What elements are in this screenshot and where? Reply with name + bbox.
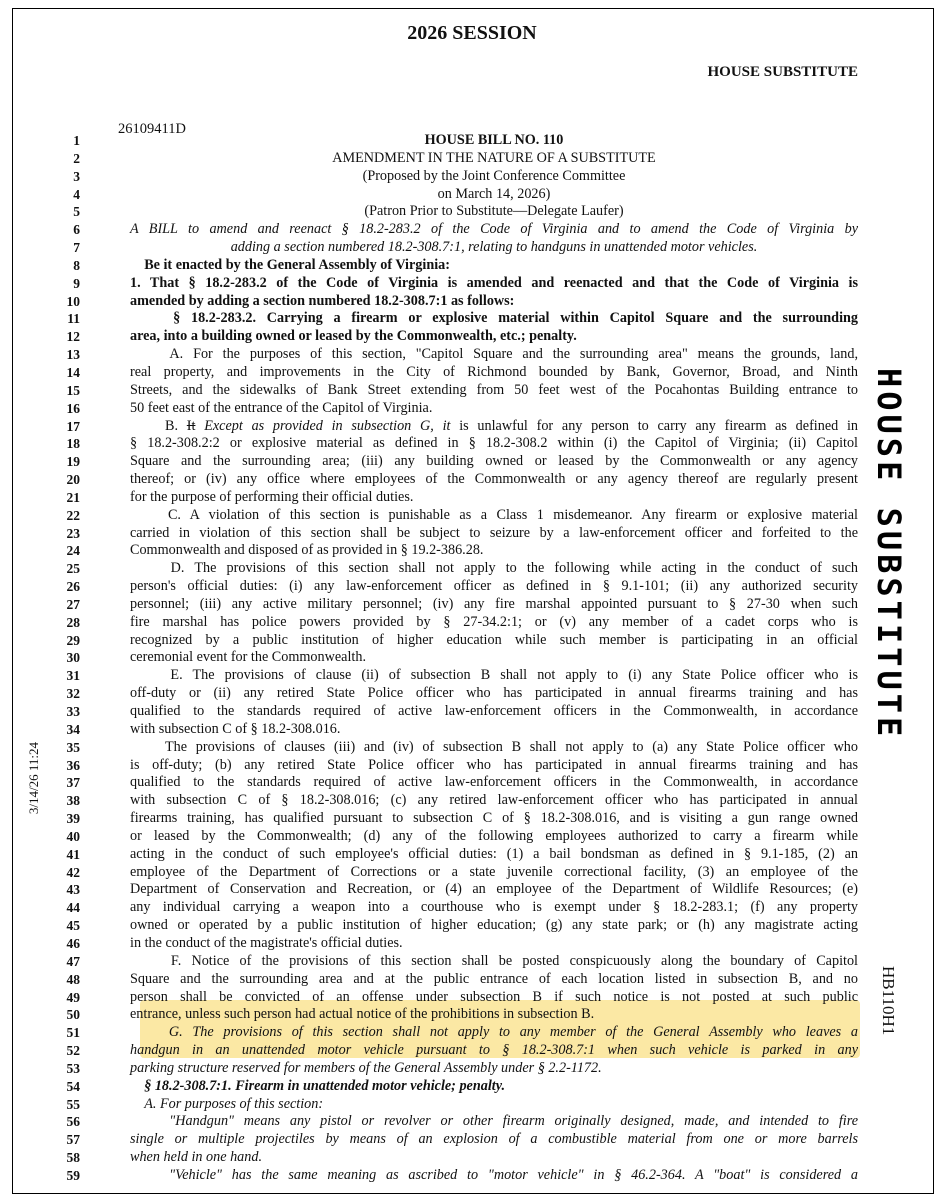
line-text: § 18.2-308.7:1. Firearm in unattended motor vehicle; penalty. — [144, 1077, 506, 1094]
bill-line — [40, 293, 860, 311]
line-text: G. The provisions of this section shall not apply to any member of the General Assembly who leaves a — [168, 1024, 859, 1041]
line-text: (Proposed by the Joint Conference Committee — [362, 167, 626, 184]
line-number: 47 — [66, 953, 80, 969]
line-number: 15 — [66, 382, 80, 398]
line-number: 42 — [66, 864, 80, 880]
line-number: 5 — [73, 204, 80, 220]
bill-line — [40, 1078, 860, 1096]
line-text: F. Notice of the provisions of this section shall be posted conspicuously along the boundary of Capitol — [130, 952, 858, 969]
line-number: 22 — [66, 507, 80, 523]
line-number: 51 — [66, 1025, 80, 1041]
line-number: 31 — [66, 668, 80, 684]
line-text: fire marshal has police powers provided by § 27-34.2:1; or (v) any member of a cadet corps who is — [130, 613, 858, 630]
line-text: thereof; or (iv) any office where employees of the Commonwealth or any agency thereof are regularly present — [130, 471, 858, 488]
line-number: 23 — [66, 525, 80, 541]
line-text: carried in violation of this section shall be subject to seizure by a law-enforcement officer and forfeited to the — [130, 524, 858, 541]
bill-line — [40, 864, 860, 882]
line-number: 24 — [66, 543, 80, 559]
line-text: acting in the conduct of such employee's official duties: (1) a bail bondsman as defined in § 9.1-185, (2) an — [130, 845, 858, 862]
line-number: 17 — [66, 418, 80, 434]
line-number: 55 — [66, 1096, 80, 1112]
bill-line — [40, 667, 860, 685]
bill-line — [40, 168, 860, 186]
line-text: personnel; (iii) any active military personnel; (iv) any fire marshal appointed pursuant to § 27-30 when such — [130, 595, 858, 612]
line-number: 1 — [73, 133, 80, 148]
line-number: 59 — [66, 1167, 80, 1183]
line-number: 14 — [66, 364, 80, 380]
line-number: 20 — [66, 472, 80, 488]
line-number: 7 — [73, 240, 80, 256]
bill-line — [40, 275, 860, 293]
bill-line — [40, 239, 860, 257]
side-label: HOUSE SUBSTITUTE — [870, 368, 908, 741]
bill-line — [40, 1042, 860, 1060]
bill-line — [40, 971, 860, 989]
line-number: 2 — [73, 150, 80, 166]
line-text: Commonwealth and disposed of as provided in § 19.2-386.28. — [130, 542, 484, 559]
bill-line — [40, 792, 860, 810]
line-text: when held in one hand. — [130, 1149, 263, 1166]
line-text: person's official duties: (i) any law-enforcement officer as defined in § 9.1-101; (ii) any authorized security — [130, 578, 858, 595]
line-text: person shall be convicted of an offense under subsection B if such notice is not posted at such public — [130, 988, 858, 1005]
bill-line — [40, 382, 860, 400]
bill-line — [40, 881, 860, 899]
line-text: The provisions of clauses (iii) and (iv) of subsection B shall not apply to (a) any State Police officer who — [130, 738, 858, 755]
line-number: 6 — [73, 222, 80, 238]
line-text: any individual carrying a weapon into a courthouse who is exempt under § 18.2-283.1; (f) any property — [130, 899, 858, 916]
line-number: 25 — [66, 561, 80, 577]
line-number: 39 — [66, 811, 80, 827]
bill-line — [40, 828, 860, 846]
bill-line — [40, 1167, 860, 1185]
line-text: real property, and improvements in the City of Richmond bounded by Bank, Governor, Broad, and Ninth — [130, 363, 858, 380]
line-number: 50 — [66, 1007, 80, 1023]
line-text: 50 feet east of the entrance of the Capitol of Virginia. — [130, 399, 433, 416]
line-text: in the conduct of the magistrate's official duties. — [130, 934, 403, 951]
line-number: 19 — [66, 454, 80, 470]
bill-line — [40, 721, 860, 739]
line-number: 46 — [66, 935, 80, 951]
line-number: 8 — [73, 257, 80, 273]
line-text: Department of Conservation and Recreation, or (4) an employee of the Department of Wildlife Resources; (e) — [130, 881, 858, 898]
line-number: 41 — [66, 846, 80, 862]
line-number: 56 — [66, 1114, 80, 1130]
line-number: 38 — [66, 793, 80, 809]
line-text: with subsection C of § 18.2-308.016; (c) any retired law-enforcement officer who has participated in annual — [130, 792, 858, 809]
line-number: 57 — [66, 1132, 80, 1148]
bill-line — [40, 435, 860, 453]
line-text: employee of the Department of Corrections or a state juvenile correctional facility, (3) an employee of the — [130, 863, 858, 880]
line-text: Be it enacted by the General Assembly of Virginia: — [144, 256, 450, 273]
line-text: area, into a building owned or leased by the Commonwealth, etc.; penalty. — [130, 328, 577, 345]
line-text: § 18.2-308.2:2 or explosive material as defined in § 18.2-308.2 within (i) the Capitol of Virginia; (ii) Capitol — [130, 435, 858, 452]
bill-line — [40, 203, 860, 221]
bill-line — [40, 346, 860, 364]
line-text: or leased by the Commonwealth; (d) any of the following employees authorized to carry a firearm while — [130, 827, 858, 844]
bill-line — [40, 757, 860, 775]
line-text: HOUSE BILL NO. 110 — [424, 132, 564, 148]
line-number: 36 — [66, 757, 80, 773]
line-text: A BILL to amend and reenact § 18.2-283.2 of the Code of Virginia and to amend the Code of Virginia by — [130, 221, 858, 238]
line-text: E. The provisions of clause (ii) of subsection B shall not apply to (i) any State Police officer who is — [130, 667, 858, 684]
line-text: Square and the surrounding area and at the public entrance of each location listed in subsection B, and no — [130, 970, 858, 987]
document-id: 26109411D — [118, 121, 186, 137]
line-number: 44 — [66, 900, 80, 916]
bill-line — [40, 1006, 860, 1024]
bill-line — [40, 810, 860, 828]
line-number: 18 — [66, 436, 80, 452]
line-number: 16 — [66, 400, 80, 416]
bill-line — [40, 560, 860, 578]
line-number: 3 — [73, 168, 80, 184]
session-heading: 2026 SESSION — [407, 22, 537, 44]
line-text: firearms training, has qualified pursuant to subsection C of § 18.2-308.016, and is visiting a gun range owned — [130, 810, 858, 827]
bill-line — [40, 364, 860, 382]
bill-line — [40, 614, 860, 632]
line-number: 27 — [66, 596, 80, 612]
line-number: 43 — [66, 882, 80, 898]
line-number: 40 — [66, 828, 80, 844]
bill-line — [40, 649, 860, 667]
line-number: 10 — [66, 293, 80, 309]
line-number: 52 — [66, 1043, 80, 1059]
line-number: 53 — [66, 1060, 80, 1076]
line-number: 48 — [66, 971, 80, 987]
bill-line — [40, 525, 860, 543]
line-number: 26 — [66, 579, 80, 595]
bill-line — [40, 685, 860, 703]
bill-line — [40, 703, 860, 721]
bill-line — [40, 1113, 860, 1131]
bill-line — [40, 257, 860, 275]
bill-line — [40, 453, 860, 471]
line-text: entrance, unless such person had actual notice of the prohibitions in subsection B. — [130, 1006, 595, 1023]
line-text: A. For purposes of this section: — [144, 1095, 324, 1112]
line-number: 9 — [73, 275, 80, 291]
line-text: A. For the purposes of this section, "Capitol Square and the surrounding area" means the grounds, land, — [130, 346, 858, 363]
line-text: for the purpose of performing their official duties. — [130, 488, 414, 505]
line-text: on March 14, 2026) — [437, 185, 551, 202]
bill-line — [40, 489, 860, 507]
line-number: 49 — [66, 989, 80, 1005]
line-text: "Vehicle" has the same meaning as ascribed to "motor vehicle" in § 46.2-364. A "boat" is considered a — [169, 1166, 858, 1183]
bill-line — [40, 400, 860, 418]
bill-line — [40, 1024, 860, 1042]
bill-line — [40, 989, 860, 1007]
bill-line — [40, 507, 860, 525]
line-number: 34 — [66, 721, 80, 737]
line-number: 4 — [73, 186, 80, 202]
line-text: handgun in an unattended motor vehicle pursuant to § 18.2-308.7:1 when such vehicle is parked in any — [130, 1042, 858, 1059]
line-number: 28 — [66, 614, 80, 630]
line-text: parking structure reserved for members of the General Assembly under § 2.2-1172. — [130, 1059, 602, 1076]
bill-line — [40, 846, 860, 864]
line-text: Streets, and the sidewalks of Bank Street extending from 50 feet west of the Pocahontas Building entrance to — [130, 381, 858, 398]
line-number: 12 — [66, 329, 80, 345]
line-number: 32 — [66, 686, 80, 702]
line-number: 21 — [66, 489, 80, 505]
line-text: off-duty or (ii) any retired State Police officer who has participated in annual firearms training and has — [130, 685, 858, 702]
line-text: 1. That § 18.2-283.2 of the Code of Virginia is amended and reenacted and that the Code of Virginia is — [130, 274, 858, 291]
line-text: (Patron Prior to Substitute—Delegate Laufer) — [364, 203, 624, 220]
bill-line — [40, 221, 860, 239]
line-number: 58 — [66, 1150, 80, 1166]
bill-line — [40, 310, 860, 328]
line-text: Square and the surrounding area; (iii) any building owned or leased by the Commonwealth or any agency — [130, 453, 858, 470]
line-number: 45 — [66, 918, 80, 934]
line-text: amended by adding a section numbered 18.2-308.7:1 as follows: — [130, 292, 515, 309]
bill-line — [40, 917, 860, 935]
line-number: 11 — [67, 311, 80, 327]
bill-short-code: HB110H1 — [879, 966, 898, 1036]
bill-line — [40, 596, 860, 614]
line-number: 29 — [66, 632, 80, 648]
line-number: 54 — [66, 1078, 80, 1094]
bill-line — [40, 1131, 860, 1149]
line-text: ceremonial event for the Commonwealth. — [130, 649, 366, 666]
line-text: qualified to the standards required of active law-enforcement officers in the Commonwealth, in accordance — [130, 703, 858, 719]
bill-line — [40, 150, 860, 168]
bill-line — [40, 186, 860, 204]
line-text: § 18.2-283.2. Carrying a firearm or explosive material within Capitol Square and the surrounding — [173, 310, 858, 327]
bill-line — [40, 632, 860, 650]
line-text: "Handgun" means any pistol or revolver or other firearm originally designed, made, and intended to fire — [169, 1113, 858, 1130]
bill-line — [40, 328, 860, 346]
line-number: 13 — [66, 347, 80, 363]
bill-line — [40, 1096, 860, 1114]
substitute-heading: HOUSE SUBSTITUTE — [707, 64, 858, 80]
line-number: 37 — [66, 775, 80, 791]
bill-line — [40, 935, 860, 953]
bill-line — [40, 899, 860, 917]
line-number: 35 — [66, 739, 80, 755]
bill-line — [40, 1149, 860, 1167]
line-text: with subsection C of § 18.2-308.016. — [130, 720, 341, 737]
bill-text — [40, 132, 860, 1185]
line-text: D. The provisions of this section shall not apply to the following while acting in the conduct of such — [130, 560, 858, 577]
bill-line — [40, 542, 860, 560]
line-text: recognized by a public institution of higher education while such member is participating in an official — [130, 631, 858, 648]
line-text: qualified to the standards required of active law-enforcement officers in the Commonwealth, in accordance — [130, 774, 858, 791]
bill-line — [40, 953, 860, 971]
bill-line — [40, 471, 860, 489]
bill-line — [40, 774, 860, 792]
line-text: B. It Except as provided in subsection G, it is unlawful for any person to carry any firearm as defined in — [130, 417, 859, 434]
line-text: is off-duty; (b) any retired State Police officer who has participated in annual firearms training and has — [130, 756, 858, 773]
bill-line — [40, 418, 860, 436]
print-stamp: 3/14/26 11:24 — [26, 742, 41, 815]
bill-line — [40, 739, 860, 757]
bill-line — [40, 132, 860, 150]
line-text: adding a section numbered 18.2-308.7:1, relating to handguns in unattended motor vehicles. — [230, 239, 758, 256]
line-text: AMENDMENT IN THE NATURE OF A SUBSTITUTE — [332, 149, 656, 166]
line-number: 30 — [66, 650, 80, 666]
line-text: single or multiple projectiles by means of an explosion of a combustible material from one or more barrels — [130, 1131, 858, 1148]
line-text: owned or operated by a public institution of higher education; (g) any state park; or (h) any magistrate acting — [130, 917, 858, 934]
bill-line — [40, 1060, 860, 1078]
line-number: 33 — [66, 704, 80, 719]
bill-line — [40, 578, 860, 596]
line-text: C. A violation of this section is punishable as a Class 1 misdemeanor. Any firearm or explosive material — [130, 506, 858, 523]
